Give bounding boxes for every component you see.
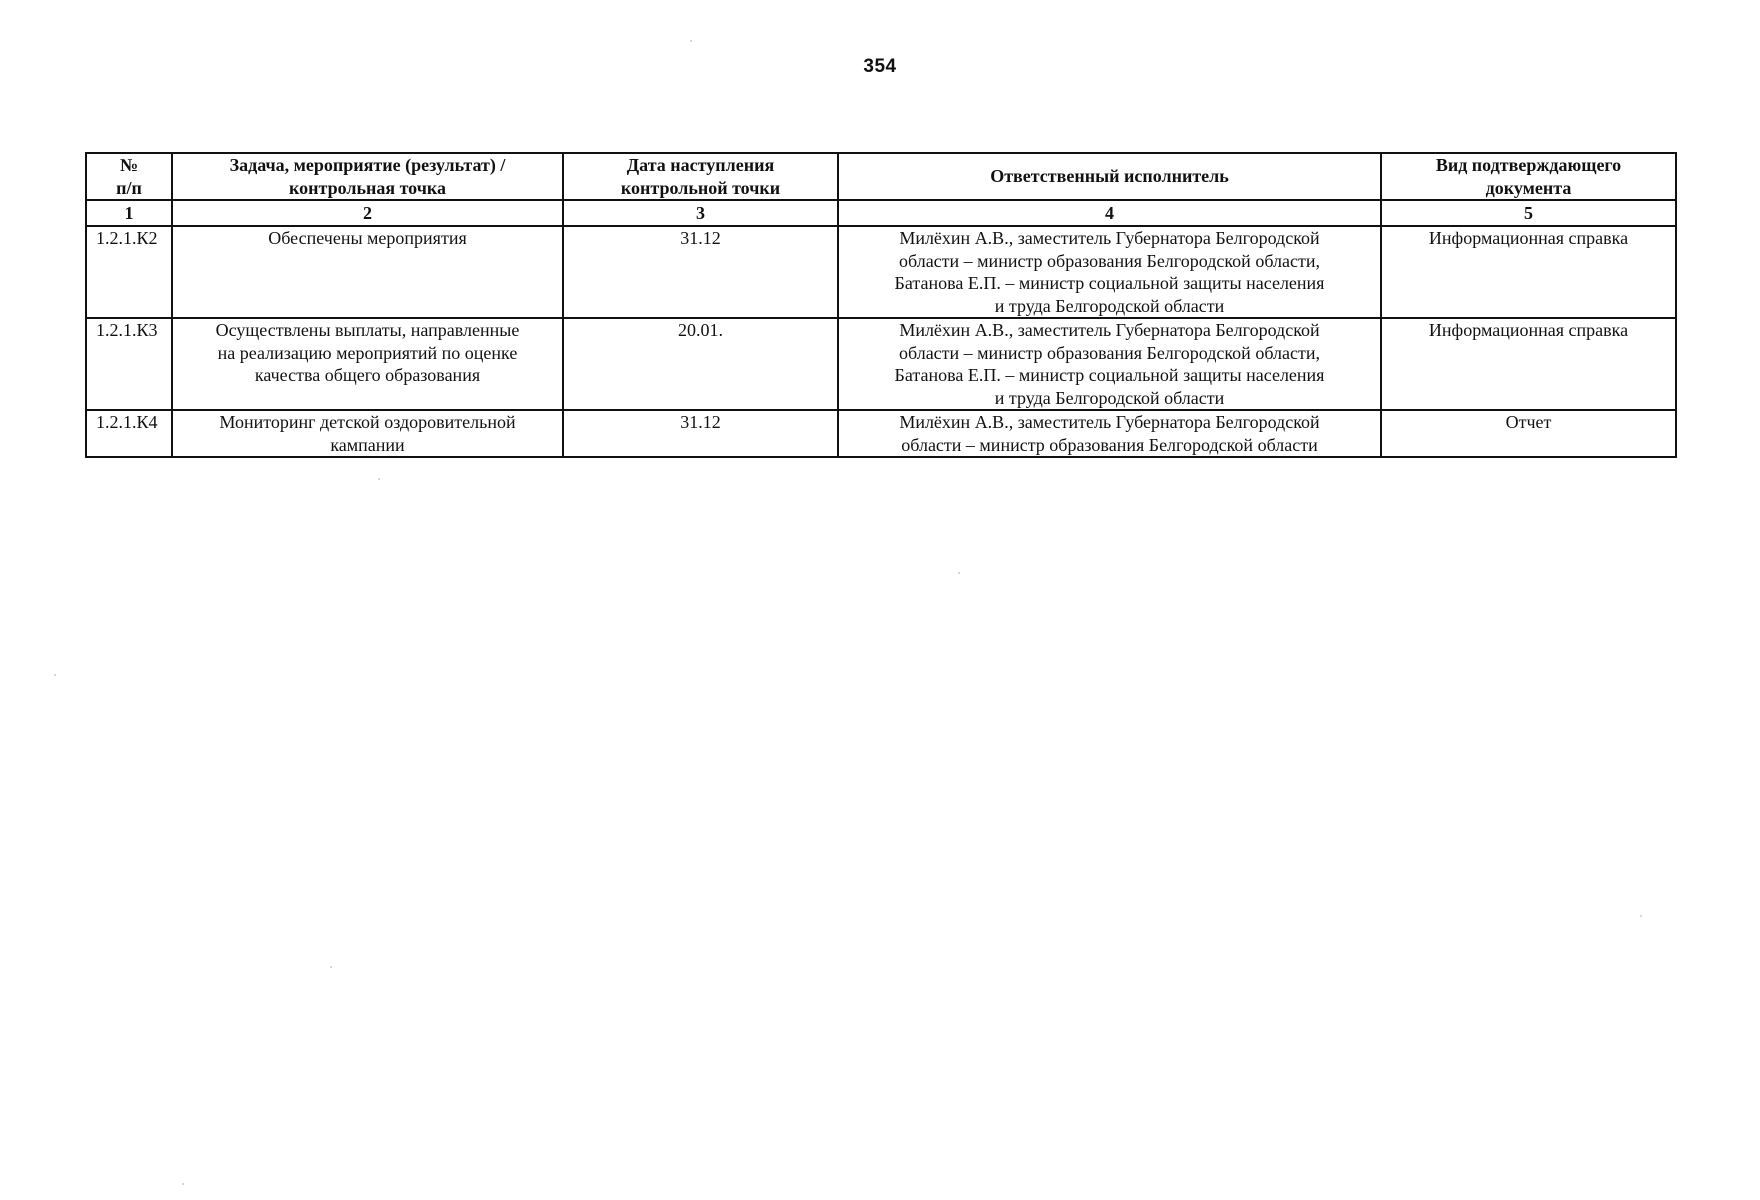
- scan-speck: [690, 40, 692, 42]
- scan-speck: [54, 674, 56, 676]
- table-row: [86, 318, 1676, 410]
- row-date: 31.12: [563, 410, 838, 457]
- header-document: Вид подтверждающего документа: [1381, 153, 1676, 200]
- row-executor: Милёхин А.В., заместитель Губернатора Белгородской области – министр образования Белгородской области, Батанова Е.П. – министр социальной защиты населения и труда Белгородской области: [838, 226, 1381, 318]
- control-points-table: [85, 152, 1677, 458]
- row-document: Отчет: [1381, 410, 1676, 457]
- column-number: 3: [563, 200, 838, 226]
- table-header-row: [86, 153, 1676, 200]
- scan-speck: [378, 478, 380, 480]
- row-executor: Милёхин А.В., заместитель Губернатора Белгородской области – министр образования Белгородской области, Батанова Е.П. – министр социальной защиты населения и труда Белгородской области: [838, 318, 1381, 410]
- row-id: 1.2.1.К3: [86, 318, 172, 410]
- row-document: Информационная справка: [1381, 318, 1676, 410]
- column-number: 5: [1381, 200, 1676, 226]
- row-id: 1.2.1.К2: [86, 226, 172, 318]
- row-task: Мониторинг детской оздоровительной кампании: [172, 410, 563, 457]
- column-number: 2: [172, 200, 563, 226]
- page-number: 354: [863, 56, 897, 77]
- row-date: 20.01.: [563, 318, 838, 410]
- table-row: [86, 410, 1676, 457]
- scan-speck: [1640, 915, 1642, 917]
- scan-speck: [330, 966, 332, 968]
- row-task: Обеспечены мероприятия: [172, 226, 563, 318]
- column-number-row: [86, 200, 1676, 226]
- header-number: № п/п: [86, 153, 172, 200]
- table-row: [86, 226, 1676, 318]
- row-document: Информационная справка: [1381, 226, 1676, 318]
- row-executor: Милёхин А.В., заместитель Губернатора Белгородской области – министр образования Белгородской области: [838, 410, 1381, 457]
- header-date: Дата наступления контрольной точки: [563, 153, 838, 200]
- header-executor: Ответственный исполнитель: [838, 153, 1381, 200]
- scan-speck: [958, 572, 960, 574]
- column-number: 4: [838, 200, 1381, 226]
- scan-speck: [182, 1183, 184, 1185]
- row-task: Осуществлены выплаты, направленные на реализацию мероприятий по оценке качества общего образования: [172, 318, 563, 410]
- header-task: Задача, мероприятие (результат) / контрольная точка: [172, 153, 563, 200]
- column-number: 1: [86, 200, 172, 226]
- row-date: 31.12: [563, 226, 838, 318]
- row-id: 1.2.1.К4: [86, 410, 172, 457]
